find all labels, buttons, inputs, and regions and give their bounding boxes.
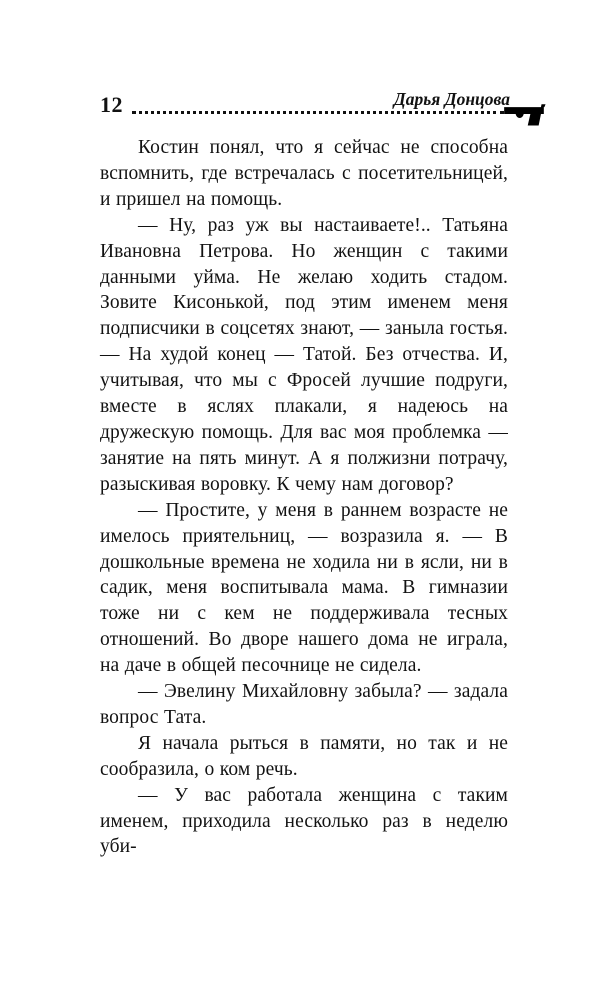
paragraph: Я начала рыться в памяти, но так и не сообразила, о ком речь. [100, 732, 508, 780]
paragraph: — Ну, раз уж вы настаиваете!.. Татьяна Ивановна Петрова. Но женщин с такими данными уйма. Не желаю ходить стадом. Зовите Кисонькой, под этим именем меня подписчики в соцсетях знают, — заныла гостья. — На худой конец — Татой. Без отчества. И, учитывая, что мы с Фросей лучшие подруги, вместе в яслях плакали, я надеюсь на дружескую помощь. Для вас моя проблемка — занятие на пять минут. А я полжизни потрачу, разыскивая воровку. К чему нам договор? [100, 214, 508, 495]
page-number: 12 [100, 92, 123, 117]
paragraph: Костин понял, что я сейчас не способна вспомнить, где встречалась с посетительницей, и пришел на помощь. [100, 137, 508, 210]
paragraph: — У вас работала женщина с таким именем, приходила несколько раз в неделю уби- [100, 784, 508, 858]
author-name: Дарья Донцова [393, 89, 510, 109]
paragraph: — Простите, у меня в раннем возрасте не имелось приятельниц, — возразила я. — В дошкольные времена не ходила ни в ясли, ни в садик, меня воспитывала мама. В гимназии тоже ни с кем не поддерживала тесных отношений. Во дворе нашего дома не играла, на даче в общей песочнице не сидела. [100, 499, 508, 677]
dotted-leader [132, 111, 504, 114]
pistol-icon [503, 101, 549, 127]
paragraph: — Эвелину Михайловну забыла? — задала вопрос Тата. [100, 681, 508, 728]
body-text [100, 135, 508, 860]
